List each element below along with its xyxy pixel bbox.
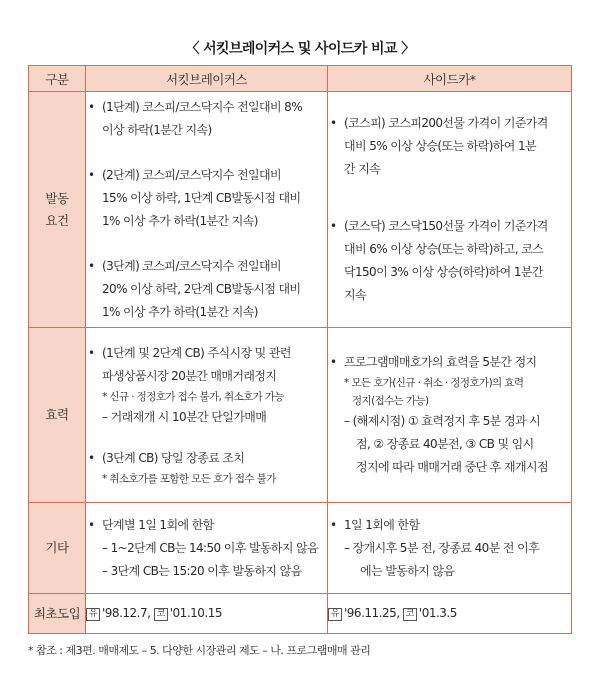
list-item [86, 255, 327, 324]
text-line: 1% 이상 추가 하락(1분간 지속) [102, 213, 258, 228]
date-text: '96.11.25, [344, 606, 400, 620]
list-item: • 단계별 1일 1회에 한함 [86, 514, 327, 537]
text-line: • (1단계 및 2단계 CB) 주식시장 및 관련 [102, 346, 291, 360]
note [328, 374, 571, 410]
dash-item: – 3단계 CB는 15:20 이후 발동하지 않음 [102, 563, 302, 578]
list-item: • 1일 1회에 한함 [328, 514, 571, 537]
row-label-trigger [29, 92, 86, 328]
text-line: 정지에 따라 매매거래 중단 후 재개시점 [356, 460, 548, 474]
list-item [328, 215, 571, 307]
table-row-trigger [29, 92, 572, 328]
cb-etc-cell [86, 503, 328, 594]
row-label-effect: 효력 [29, 328, 86, 503]
text-line: 정지(접수는 가능) [352, 395, 429, 407]
dash-item-cont: 에는 발동하지 않음 [360, 563, 455, 578]
list-item [328, 351, 571, 374]
text-line: • (코스피) 코스피200선물 가격이 기준가격 [344, 116, 548, 130]
cb-intro-cell [86, 594, 328, 634]
text-line: 지속 [344, 288, 366, 302]
cb-effect-cell [86, 328, 328, 503]
page-title: 〈 서킷브레이커스 및 사이드카 비교 〉 [185, 41, 415, 57]
kospi-market-icon: 유 [328, 608, 342, 621]
header-category: 구분 [29, 66, 86, 92]
text-line: * 모든 호가(신규 · 취소 · 정정호가)의 효력 [344, 377, 524, 389]
note: * 취소호가를 포함한 모든 호가 접수 불가 [102, 473, 276, 485]
text-line: 파생상품시장 20분간 매매거래정지 [102, 369, 277, 383]
list-item [86, 96, 327, 142]
list-item [328, 112, 571, 181]
text-line: • (1단계) 코스피/코스닥지수 전일대비 8% [102, 99, 303, 114]
sidecar-effect-cell [328, 328, 572, 503]
text-line: • (2단계) 코스피/코스닥지수 전일대비 [102, 167, 281, 182]
text-line: 닥150이 3% 이상 상승(하락)하여 1분간 [344, 265, 543, 279]
text-line: – (해제시점) ① 효력정지 후 5분 경과 시 [344, 414, 541, 428]
label-line: 요건 [45, 212, 69, 228]
dash-item: – 1~2단계 CB는 14:50 이후 발동하지 않음 [102, 540, 319, 555]
sidecar-trigger-cell [328, 92, 572, 328]
kosdaq-market-icon: 코 [154, 608, 168, 621]
kosdaq-market-icon: 코 [403, 608, 417, 621]
sidecar-etc-cell [328, 503, 572, 594]
dash-item: – 장개시후 5분 전, 장종료 40분 전 이후 [344, 540, 540, 555]
list-item [86, 164, 327, 233]
date-text: '98.12.7, [102, 606, 151, 620]
header-sidecar: 사이드카* [328, 66, 572, 92]
label-line: 발동 [45, 190, 69, 206]
date-text: '01.3.5 [418, 606, 457, 620]
table-header-row [29, 66, 572, 92]
date-text: '01.10.15 [169, 606, 222, 620]
list-item [86, 447, 327, 470]
table-row-intro [29, 594, 572, 634]
kospi-market-icon: 유 [86, 608, 100, 621]
text-line: 대비 5% 이상 상승(또는 하락)하여 1분 [344, 139, 537, 153]
text-line: 간 지속 [344, 162, 381, 176]
header-circuit-breakers: 서킷브레이커스 [86, 66, 328, 92]
list-item [86, 342, 327, 388]
comparison-table [28, 65, 572, 634]
text-line: • (3단계) 코스피/코스닥지수 전일대비 [102, 258, 281, 273]
table-row-etc [29, 503, 572, 594]
text-line: • (코스닥) 코스닥150선물 가격이 기준가격 [344, 219, 548, 233]
text-line: 20% 이상 하락, 2단계 CB발동시점 대비 [102, 281, 301, 296]
footnote: * 참조 : 제3편. 매매제도 – 5. 다양한 시장관리 제도 – 나. 프로그램매매 관리 [28, 644, 371, 657]
text-line: 15% 이상 하락, 1단계 CB발동시점 대비 [102, 190, 301, 205]
text-line: • (3단계 CB) 당일 장종료 조치 [102, 451, 245, 465]
text-line: 점, ② 장종료 40분전, ③ CB 및 임시 [356, 437, 534, 451]
cb-trigger-cell [86, 92, 328, 328]
row-label-etc: 기타 [29, 503, 86, 594]
text-line: 이상 하락(1분간 지속) [102, 122, 212, 137]
dash-item [328, 410, 571, 479]
text-line: 대비 6% 이상 상승(또는 하락)하고, 코스 [344, 242, 544, 256]
row-label-intro: 최초도입 [29, 594, 86, 634]
text-line: 1% 이상 추가 하락(1분간 지속) [102, 304, 258, 319]
dash-item: – 거래재개 시 10분간 단일가매매 [102, 410, 267, 424]
sidecar-intro-cell [328, 594, 572, 634]
note: * 신규 · 정정호가 접수 불가, 취소호가 가능 [102, 391, 284, 403]
table-row-effect [29, 328, 572, 503]
text-line: • 프로그램매매호가의 효력을 5분간 정지 [344, 355, 537, 369]
